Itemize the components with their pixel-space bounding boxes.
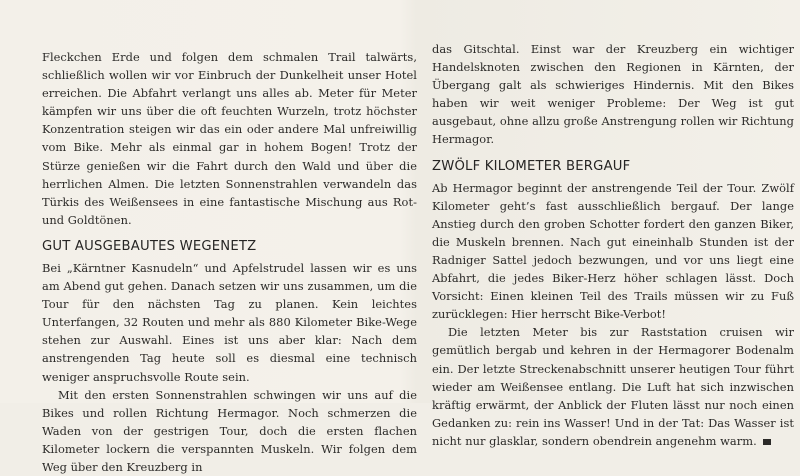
left-paragraph-1: Fleckchen Erde und folgen dem schmalen Trail talwärts, schließlich wollen wir vor Einbruch der Dunkelheit unser Hotel erreichen. Die Abfahrt verlangt uns alles ab. Meter für Meter kämpfen wir uns über die oft feuchten Wurzeln, trotz höchster Konzentration steigen wir das ein oder andere Mal unfreiwillig vom Bike. Mehr als einmal gar in hohem Bogen! Trotz der Stürze genießen wir die Fahrt durch den Wald und über die herrlichen Almen. Die letzten Sonnenstrahlen verwandeln das Türkis des Weißensees in eine fantastische Mischung aus Rot- und Goldtönen. [42, 50, 417, 227]
right-paragraph-2: Ab Hermagor beginnt der anstrengende Teil der Tour. Zwölf Kilometer geht’s fast ausschließlich bergauf. Der lange Anstieg durch den groben Schotter fordert den ganzen Biker, die Muskeln brennen. Nach gut eineinhalb Stunden ist der Radniger Sattel jedoch bezwungen, und vor uns liegt eine Abfahrt, die jedes Biker-Herz höher schlagen lässt. Doch Vorsicht: Einen kleinen Teil des Trails müssen wir zu Fuß zurücklegen: Hier herrscht Bike-Verbot! [432, 180, 794, 322]
section-heading-bergauf: ZWÖLF KILOMETER BERGAUF [432, 158, 631, 174]
right-column [432, 42, 794, 450]
right-paragraph-1: das Gitschtal. Einst war der Kreuzberg ein wichtiger Handelsknoten zwischen den Regionen in Kärnten, der Übergang galt als schwieriges Hindernis. Mit den Bikes haben wir weit weniger Probleme: Der Weg ist gut ausgebaut, ohne allzu große Anstrengung rollen wir Richtung Hermagor. [432, 42, 794, 147]
right-paragraph-3 [432, 323, 794, 450]
left-paragraph-3: Mit den ersten Sonnenstrahlen schwingen wir uns auf die Bikes und rollen Richtung Hermagor. Noch schmerzen die Waden von der gestrigen Tour, doch die ersten flachen Kilometer lockern die verspannten Muskeln. Wir folgen dem Weg über den Kreuzberg in [42, 387, 417, 474]
left-column [42, 48, 417, 476]
right-paragraph-3-text: Die letzten Meter bis zur Raststation cruisen wir gemütlich bergab und kehren in der Hermagorer Bodenalm ein. Der letzte Streckenabschnitt unserer heutigen Tour führt wieder am Weißensee entlang. Die Luft hat sich inzwischen kräftig erwärmt, der Anblick der Fluten lässt nur noch einen Gedanken zu: rein ins Wasser! Und in der Tat: Das Wasser ist nicht nur glasklar, sondern obendrein angenehm warm. [432, 325, 794, 448]
section-heading-wegenetz: GUT AUSGEBAUTES WEGENETZ [42, 238, 257, 254]
left-paragraph-2: Bei „Kärntner Kasnudeln“ und Apfelstrudel lassen wir es uns am Abend gut gehen. Danach setzen wir uns zusammen, um die Tour für den nächsten Tag zu planen. Kein leichtes Unterfangen, 32 Routen und mehr als 880 Kilometer Bike-Wege stehen zur Auswahl. Eines ist uns aber klar: Nach dem anstrengenden Tag heute soll es diesmal eine technisch weniger anspruchsvolle Route sein. [42, 260, 417, 384]
end-mark-icon [763, 439, 771, 445]
